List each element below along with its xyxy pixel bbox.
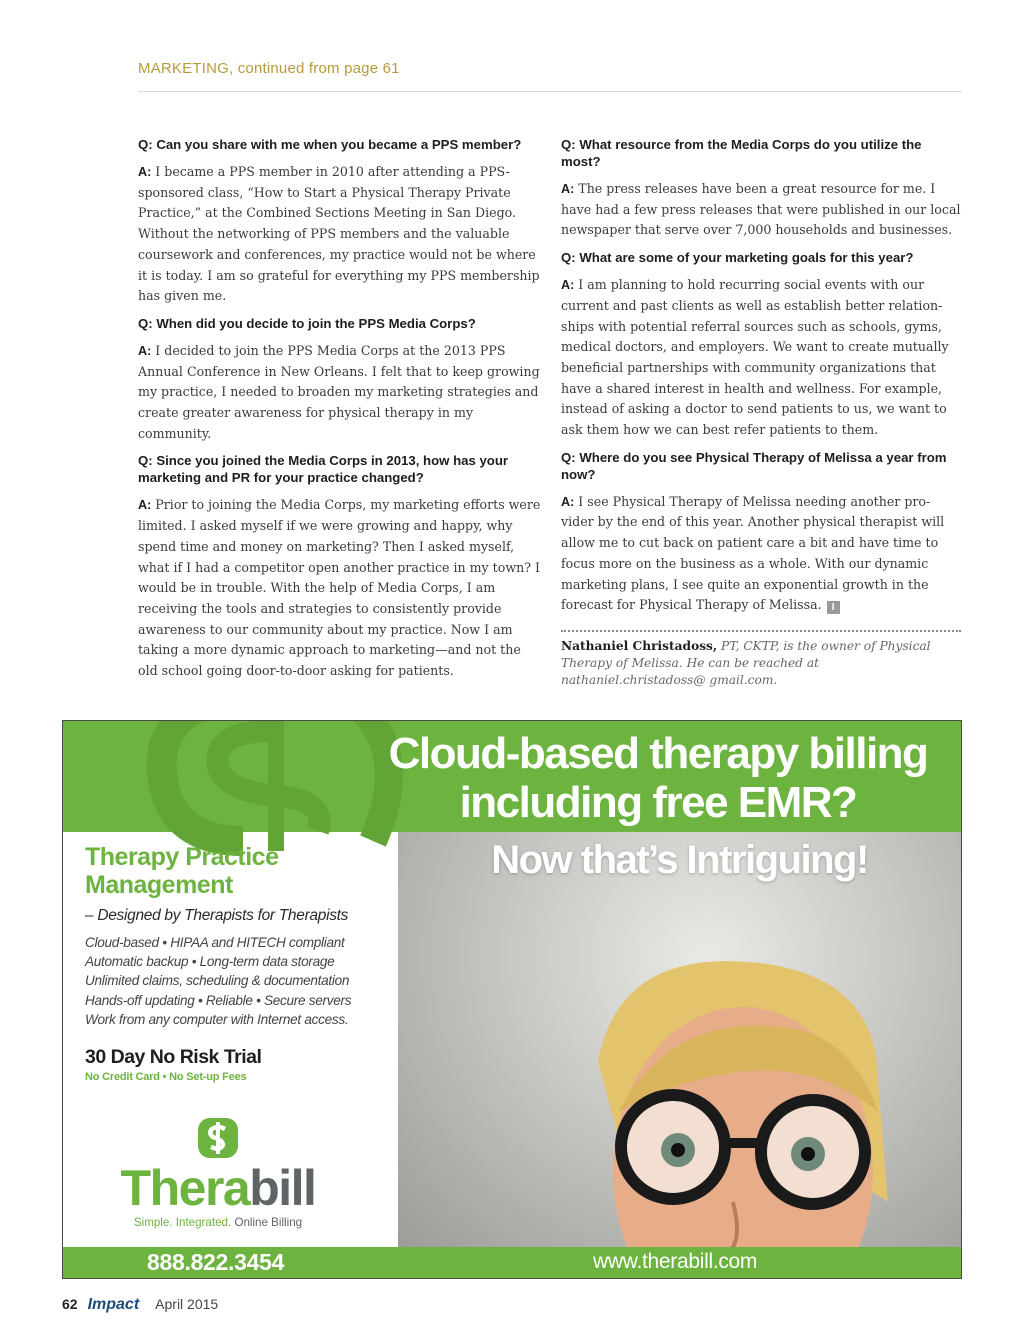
question: Q: Where do you see Physical Therapy of Melissa a year from now? [561, 449, 947, 482]
end-of-article-icon: I [827, 601, 840, 614]
trial-offer: 30 Day No Risk Trial [85, 1046, 262, 1069]
answer [138, 162, 542, 307]
feature-line: Work from any computer with Internet access. [85, 1011, 349, 1027]
answer-text: I am planning to hold recurring social events with our current and past clients as well as establish better relation-ships with potential referral sources such as schools, gyms, medical doctors, and employers. We want to create mutually beneficial partnerships with community organizations that have a shared interest in health and wellness. For example, instead of asking a doctor to send patients to us, we want to ask them how we can best refer patients to them. [561, 277, 949, 438]
answer-text: I decided to join the PPS Media Corps at the 2013 PPS Annual Conference in New Orleans. I felt that to keep growing my practice, I needed to broaden my marketing strategies and create greater awareness for physical therapy in my community. [138, 342, 540, 441]
answer [561, 179, 961, 241]
ad-headline-line-2: including free EMR? [459, 778, 857, 827]
answer [561, 492, 961, 616]
product-title-line-1: Therapy Practice [85, 843, 279, 871]
answer-text: The press releases have been a great resource for me. I have had a few press releases that were published in our local newspaper that serve over 7,000 households and businesses. [561, 181, 961, 238]
question: Q: Since you joined the Media Corps in 2013, how has your marketing and PR for your practice changed? [138, 453, 509, 486]
tagline-gray: Online Billing [231, 1216, 303, 1229]
feature-line: Cloud-based • HIPAA and HITECH compliant [85, 935, 345, 950]
running-head: MARKETING, continued from page 61 [138, 60, 400, 77]
answer [138, 341, 542, 445]
author-name: Nathaniel Christadoss, [561, 638, 718, 653]
woman-with-glasses-photo [398, 832, 961, 1247]
header-divider [138, 91, 962, 92]
feature-line: Unlimited claims, scheduling & documentation [85, 973, 350, 989]
ad-product-panel [85, 843, 385, 1083]
woman-portrait-image [558, 942, 918, 1247]
logo-wordmark [103, 1162, 333, 1214]
answer-lead: A: [138, 165, 152, 179]
ad-subhead: Now that’s Intriguing! [491, 838, 868, 882]
author-bio-text: PT, CKTP, is the owner of Physical Therapy of Melissa. He can be reached at nathaniel.christadoss@ gmail.com. [561, 638, 931, 687]
tagline-green: Simple. Integrated. [133, 1216, 232, 1229]
answer-lead: A: [561, 494, 575, 509]
feature-line: Automatic backup • Long-term data storage [85, 954, 335, 970]
left-column [138, 136, 542, 690]
bio-divider [561, 630, 961, 632]
ad-headline [363, 729, 953, 827]
ad-headline-line-1: Cloud-based therapy billing [388, 729, 928, 778]
question: Q: Can you share with me when you became a PPS member? [138, 137, 522, 152]
answer-lead: A: [138, 343, 152, 358]
ad-contact-band [63, 1247, 961, 1278]
issue-date: April 2015 [155, 1296, 219, 1312]
product-subtitle: – Designed by Therapists for Therapists [85, 907, 349, 924]
logo-wordmark-thera: Thera [120, 1160, 250, 1216]
therabill-logo [103, 1116, 333, 1229]
ad-phone-number: 888.822.3454 [147, 1249, 285, 1275]
logo-tagline [103, 1216, 333, 1229]
answer-lead: A: [561, 182, 575, 196]
logo-wordmark-bill: bill [249, 1160, 316, 1216]
page-number: 62 [62, 1296, 78, 1312]
answer-text: Prior to joining the Media Corps, my marketing efforts were limited. I asked myself if we were growing and happy, why spend time and money on marketing? Then I asked myself, what if I had a competitor open another practice in my town? I would be in trouble. With the help of Media Corps, I am receiving the tools and strategies to consistently provide awareness to our community about my practice. Now I am taking a more dynamic approach to marketing—and not the old school going door-to-door asking for patients. [138, 497, 541, 679]
answer-lead: A: [561, 278, 575, 293]
ad-website-link[interactable]: www.therabill.com [593, 1250, 758, 1273]
feature-line: Hands-off updating • Reliable • Secure servers [85, 992, 352, 1008]
magazine-name: Impact [87, 1296, 140, 1313]
product-title [85, 843, 385, 899]
author-bio [561, 638, 961, 689]
answer-text: I became a PPS member in 2010 after attending a PPS-sponsored class, “How to Start a Physical Therapy Private Practice,” at the Combined Sections Meeting in San Diego. Without the networking of PPS members and the valuable coursework and conferences, my practice would not be where it is today. I am so grateful for everything my PPS membership has given me. [138, 164, 540, 304]
question: Q: What resource from the Media Corps do you utilize the most? [561, 137, 922, 169]
page-footer [62, 1296, 218, 1314]
trial-offer-note: No Credit Card • No Set-up Fees [85, 1071, 247, 1084]
question: Q: When did you decide to join the PPS Media Corps? [138, 315, 476, 331]
question: Q: What are some of your marketing goals for this year? [561, 250, 914, 266]
right-column [561, 136, 961, 689]
answer [561, 275, 961, 441]
ad-headline-band [63, 721, 961, 832]
therabill-advertisement [62, 720, 962, 1279]
therabill-dollar-icon [196, 1116, 240, 1160]
answer-text: I see Physical Therapy of Melissa needing another pro-vider by the end of this year. Another physical therapist will allow me to cut back on patient care a bit and have time to focus more on the business as a whole. With our dynamic marketing plans, I see quite an exponential growth in the forecast for Physical Therapy of Melissa. [561, 493, 945, 613]
product-title-line-2: Management [85, 871, 233, 899]
answer-lead: A: [138, 498, 152, 513]
answer [138, 495, 542, 681]
